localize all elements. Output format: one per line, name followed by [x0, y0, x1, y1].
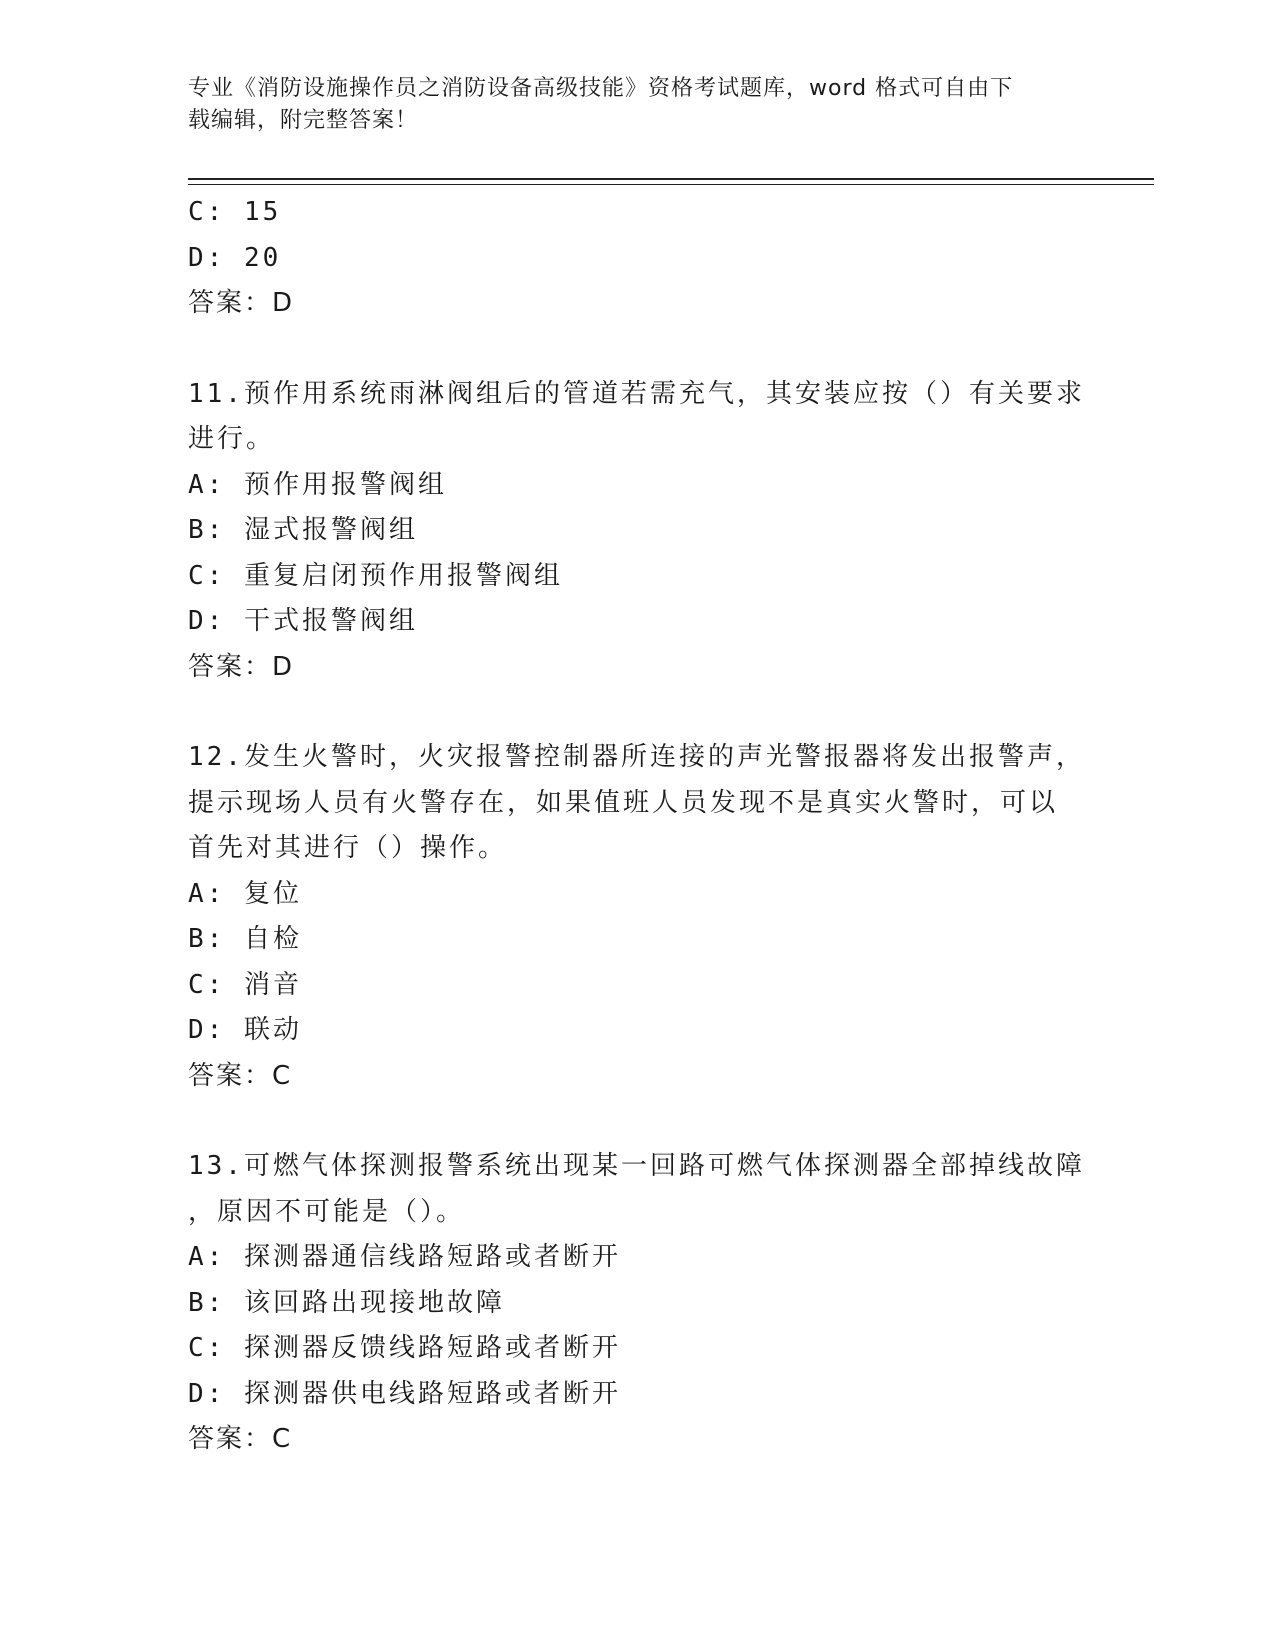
- option-b: B: 湿式报警阀组: [188, 515, 418, 545]
- spacer: [188, 1099, 1088, 1144]
- header-line-2: 载编辑，附完整答案！: [188, 108, 419, 133]
- header-line-1: 专业《消防设施操作员之消防设备高级技能》资格考试题库，word 格式可自由下: [188, 76, 1014, 101]
- question-13: [188, 1144, 1088, 1463]
- question-text-line-1: 11.预作用系统雨淋阀组后的管道若需充气，其安装应按（）有关要求: [188, 378, 1085, 409]
- option-b: B: 该回路出现接地故障: [188, 1287, 505, 1318]
- option-d: D: 干式报警阀组: [188, 606, 418, 636]
- question-text-line-1: 12.发生火警时，火灾报警控制器所连接的声光警报器将发出报警声，: [188, 742, 1085, 772]
- option-c: C: 探测器反馈线路短路或者断开: [188, 1333, 621, 1363]
- option-c: C: 重复启闭预作用报警阀组: [188, 560, 563, 591]
- header-divider-thin: [188, 184, 1154, 185]
- option-c: C: 15: [188, 197, 282, 227]
- answer: 答案：C: [188, 1424, 293, 1454]
- question-text-line-2: ，原因不可能是（）。: [188, 1196, 466, 1227]
- option-a: A: 探测器通信线路短路或者断开: [188, 1242, 621, 1272]
- spacer: [188, 327, 1088, 372]
- question-text-line-2: 进行。: [188, 424, 276, 454]
- header-divider-thick: [188, 178, 1154, 180]
- option-d: D: 联动: [188, 1015, 302, 1045]
- option-a: A: 预作用报警阀组: [188, 469, 447, 500]
- option-d: D: 探测器供电线路短路或者断开: [188, 1378, 621, 1409]
- question-10: [188, 190, 1088, 327]
- question-text-line-1: 13.可燃气体探测报警系统出现某一回路可燃气体探测器全部掉线故障: [188, 1151, 1085, 1181]
- question-list: [188, 190, 1088, 1463]
- answer: 答案：D: [188, 651, 295, 682]
- option-a: A: 复位: [188, 878, 302, 909]
- answer: 答案：D: [188, 288, 295, 318]
- question-11: [188, 372, 1088, 691]
- document-header: [188, 73, 1088, 137]
- question-text-line-2: 提示现场人员有火警存在，如果值班人员发现不是真实火警时，可以: [188, 787, 1059, 818]
- question-12: [188, 735, 1088, 1099]
- spacer: [188, 690, 1088, 735]
- question-text-line-3: 首先对其进行（）操作。: [188, 833, 508, 863]
- option-c: C: 消音: [188, 969, 302, 1000]
- option-d: D: 20: [188, 242, 282, 273]
- option-b: B: 自检: [188, 924, 302, 954]
- answer: 答案：C: [188, 1060, 293, 1091]
